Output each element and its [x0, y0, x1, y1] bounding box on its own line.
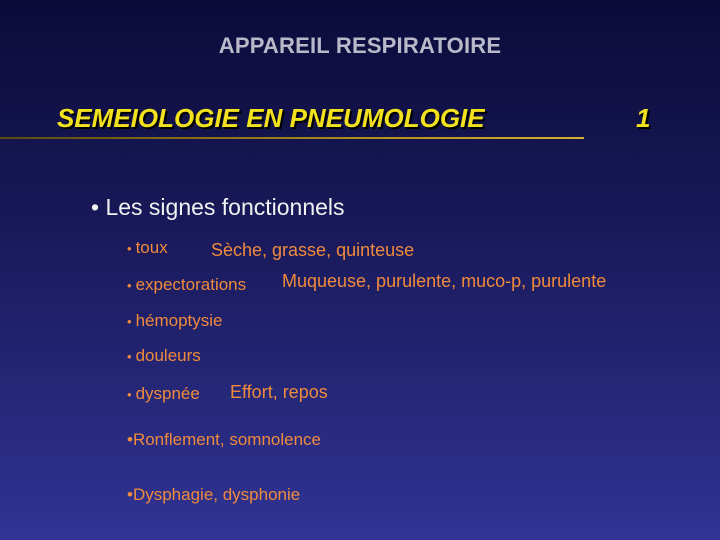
list-item-hemoptysie: [127, 311, 223, 331]
extra-line-dysphagie: •Dysphagie, dysphonie: [127, 485, 301, 504]
bullet: •: [127, 241, 132, 256]
bullet: •: [127, 349, 132, 364]
list-item-toux: [127, 238, 168, 258]
item-label-text: expectorations: [135, 275, 247, 294]
slide-number: 1: [636, 103, 651, 133]
list-item-label: [127, 275, 246, 294]
item-label-text: dyspnée: [135, 384, 200, 403]
list-item-label: [127, 346, 201, 365]
list-item-label: [127, 238, 168, 257]
list-item-detail-dyspnee: Effort, repos: [230, 382, 328, 402]
extra-line-ronflement: •Ronflement, somnolence: [127, 430, 321, 449]
list-item-label: [127, 311, 223, 330]
title-underline: [0, 137, 584, 139]
list-item-dyspnee: [127, 384, 200, 404]
list-item-detail-toux: Sèche, grasse, quinteuse: [211, 240, 415, 260]
list-item-expectorations: [127, 275, 246, 295]
section-heading: • Les signes fonctionnels: [91, 194, 345, 220]
item-label-text: hémoptysie: [135, 311, 223, 330]
item-label-text: toux: [135, 238, 168, 257]
bullet: •: [127, 314, 132, 329]
list-item-douleurs: [127, 346, 201, 366]
bullet: •: [127, 278, 132, 293]
list-item-detail-expectorations: Muqueuse, purulente, muco-p, purulente: [282, 271, 607, 291]
item-label-text: douleurs: [135, 346, 201, 365]
slide-header: APPAREIL RESPIRATOIRE: [218, 33, 502, 58]
list-item-label: [127, 384, 200, 403]
bullet: •: [127, 387, 132, 402]
slide-title: SEMEIOLOGIE EN PNEUMOLOGIE: [57, 103, 485, 133]
